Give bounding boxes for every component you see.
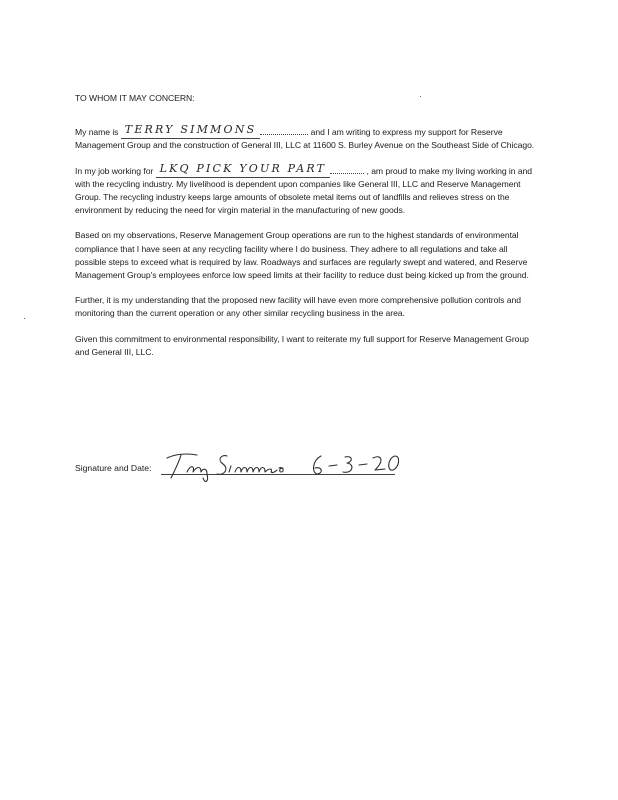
paragraph-employment bbox=[75, 161, 535, 218]
intro-suffix: and I am writing to express my support for Reserve Management Group and the construction of General III, LLC at 11600 S. Burley Avenue on the Southeast Side of Chicago. bbox=[75, 127, 535, 151]
salutation: TO WHOM IT MAY CONCERN: bbox=[75, 93, 195, 103]
handwritten-employer: LKQ PICK YOUR PART bbox=[159, 161, 327, 175]
employer-field-dots bbox=[330, 173, 364, 174]
signature-date: 6-3-20 bbox=[357, 478, 377, 485]
employment-prefix: In my job working for bbox=[75, 165, 156, 176]
paragraph-intro bbox=[75, 123, 535, 152]
paragraph-further: Further, it is my understanding that the proposed new facility will have even more comprehensive pollution controls and monitoring than the current operation or any other similar recycling business in the area. bbox=[75, 295, 521, 319]
name-field-dots bbox=[260, 134, 308, 135]
letter-body bbox=[75, 92, 535, 371]
intro-prefix: My name is bbox=[75, 127, 121, 138]
handwritten-signature bbox=[161, 448, 411, 484]
signature-row bbox=[75, 448, 435, 488]
name-field bbox=[121, 123, 261, 139]
employment-suffix: , am proud to make my living working in and with the recycling industry. My livelihood is dependent upon companies like General III, LLC and Reserve Management Group. The recycling industry keeps large amounts of obsolete metal items out of landfills and relieves stress on the environment by reducing the need for virgin material in the manufacturing of new goods. bbox=[75, 165, 533, 216]
handwritten-name: TERRY SIMMONS bbox=[124, 123, 257, 137]
paragraph-conclusion: Given this commitment to environmental responsibility, I want to reiterate my full support for Reserve Management Group and General III, LLC. bbox=[75, 333, 529, 357]
signature-label: Signature and Date: bbox=[75, 463, 152, 473]
scan-speck bbox=[24, 318, 25, 319]
employer-field bbox=[156, 161, 331, 178]
paragraph-observations: Based on my observations, Reserve Management Group operations are run to the highest standards of environmental compliance that I have seen at any recycling facility where I do business. They adhere to all regulations and take all possible steps to exceed what is required by law. Roadways and surfaces are regularly swept and watered, and Reserve Management Group's employees enforce low speed limits at their facility to reduce dust being kicked up from the ground. bbox=[75, 230, 529, 281]
